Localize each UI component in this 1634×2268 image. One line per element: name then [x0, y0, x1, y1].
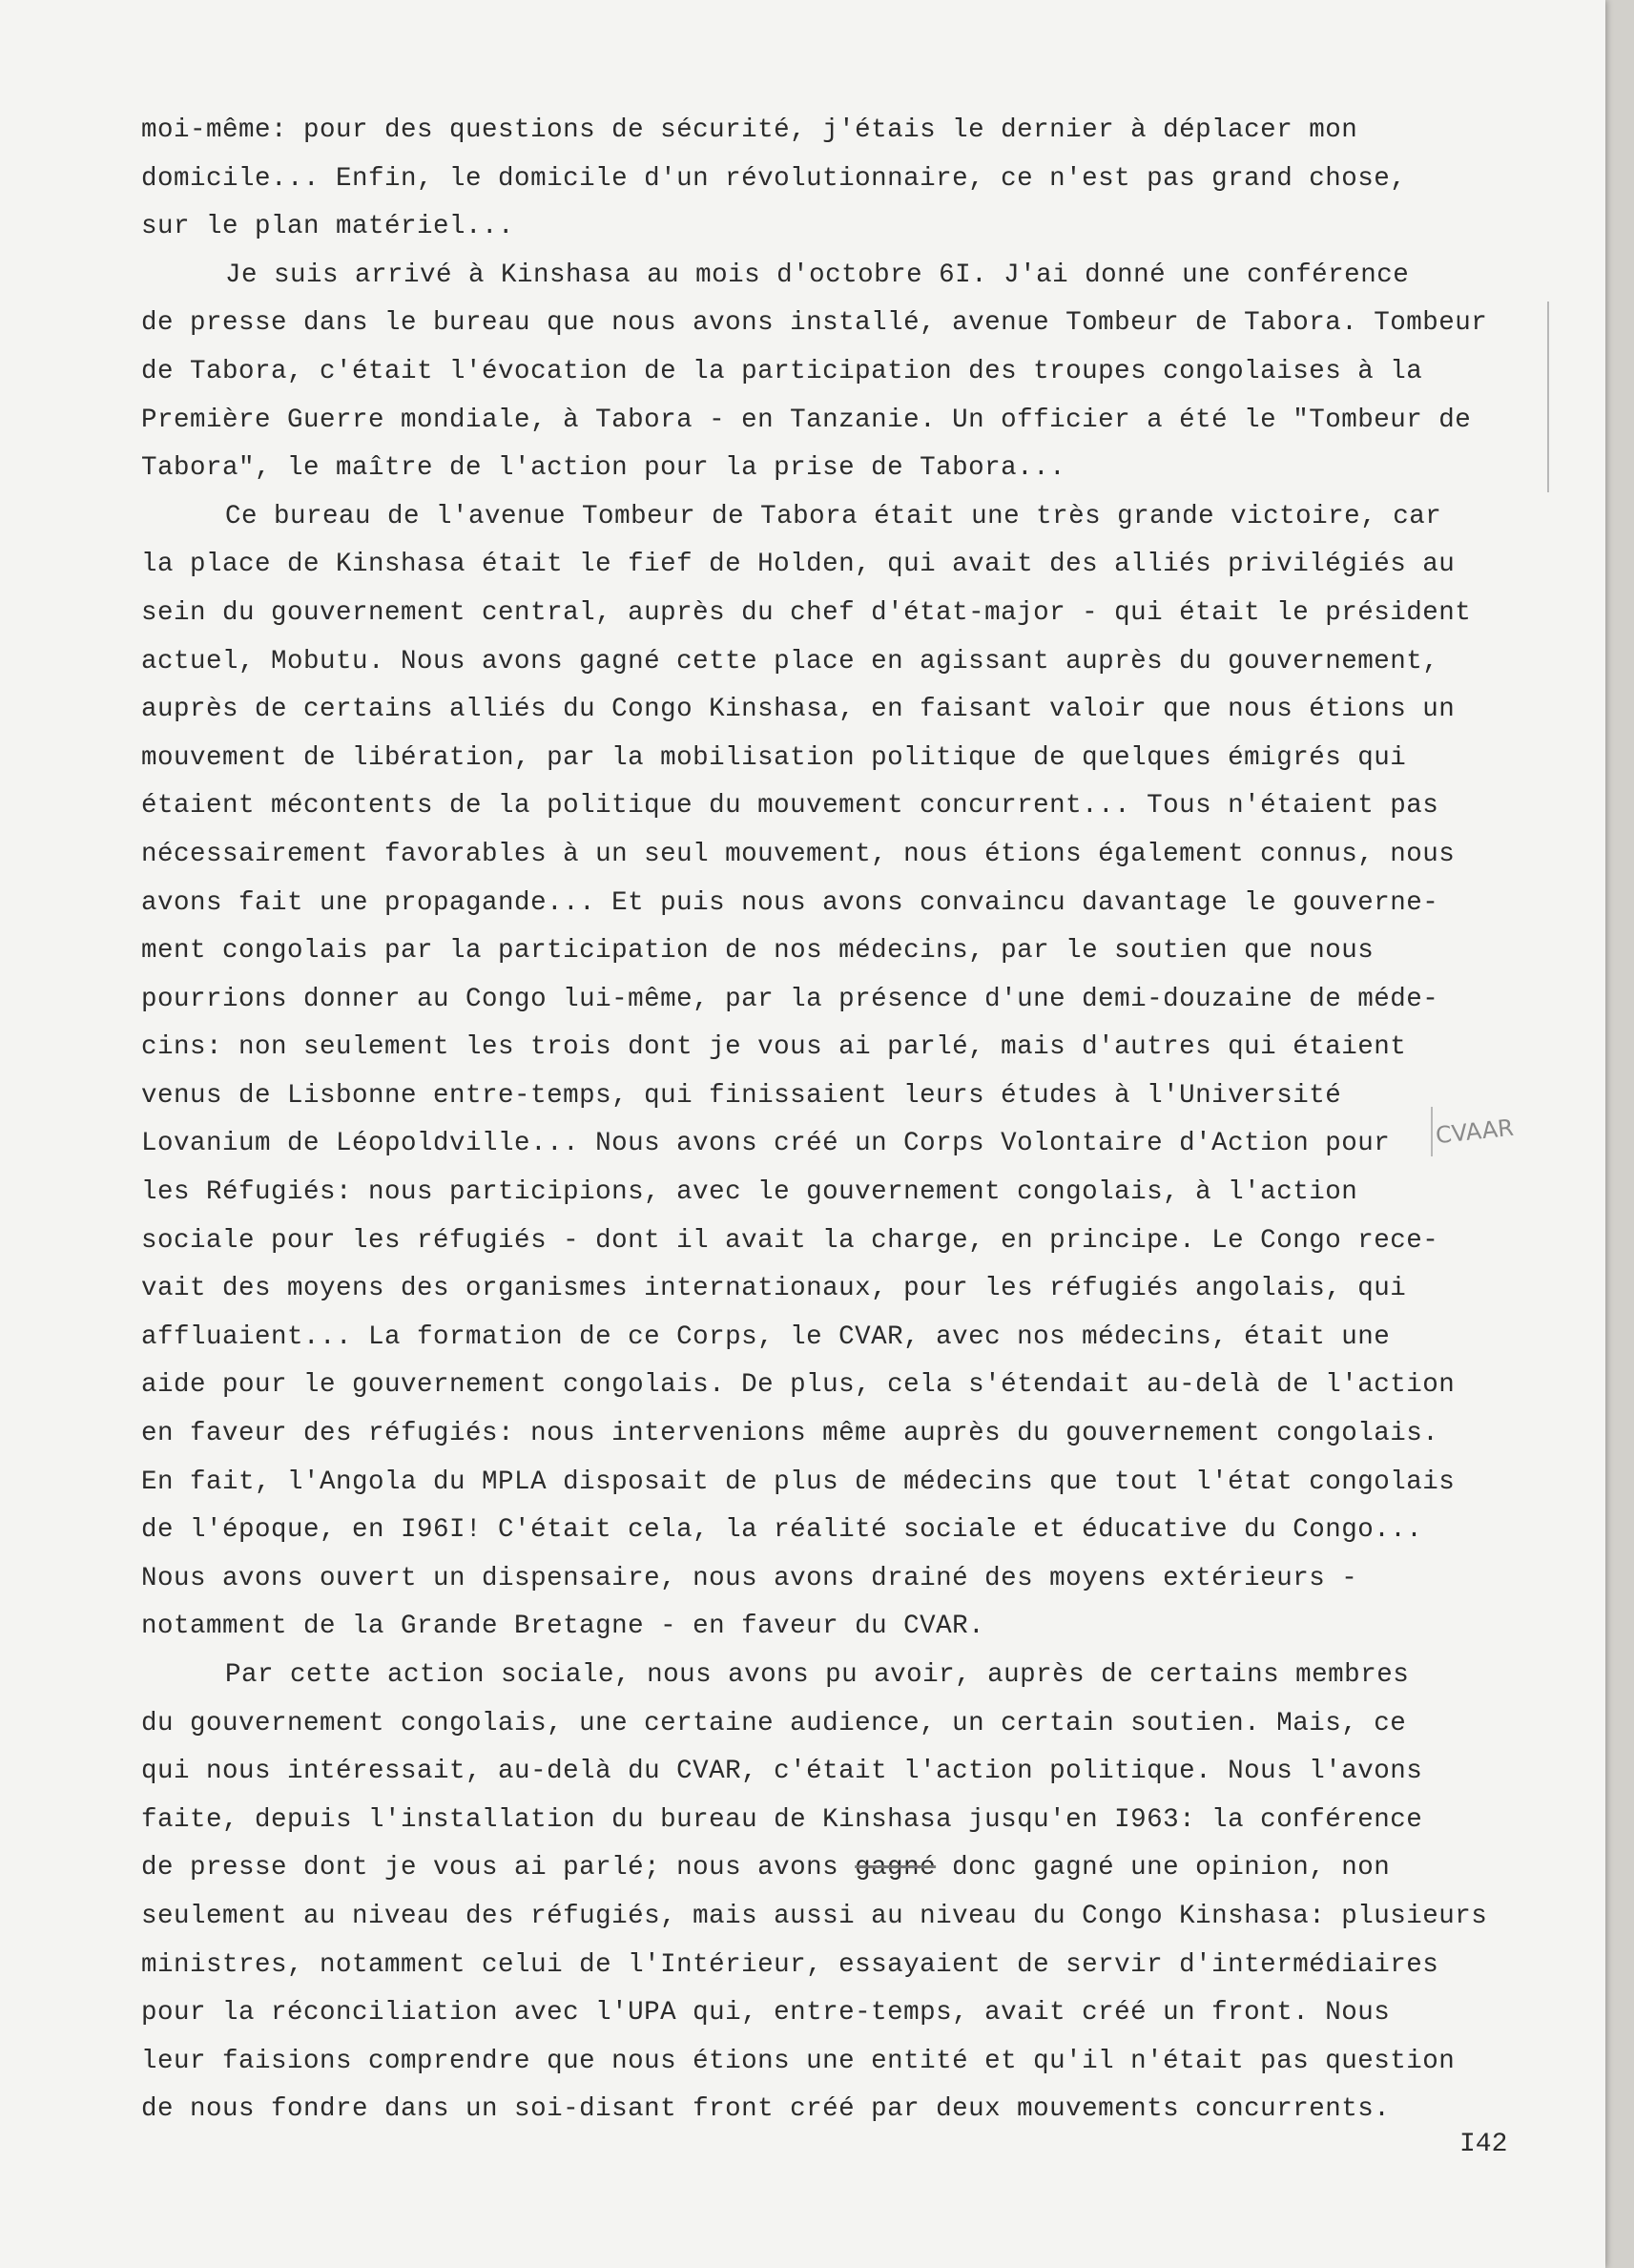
- text-line: du gouvernement congolais, une certaine audience, un certain soutien. Mais, ce: [141, 1708, 1407, 1738]
- text-line: seulement au niveau des réfugiés, mais aussi au niveau du Congo Kinshasa: plusieurs: [141, 1901, 1488, 1931]
- text-line: leur faisions comprendre que nous étions une entité et qu'il n'était pas question: [141, 2046, 1456, 2076]
- paragraph-start-line: Par cette action sociale, nous avons pu avoir, auprès de certains membres: [225, 1660, 1410, 1690]
- text-line: de l'époque, en I96I! C'était cela, la réalité sociale et éducative du Congo...: [141, 1515, 1423, 1546]
- text-line: domicile... Enfin, le domicile d'un révolutionnaire, ce n'est pas grand chose,: [141, 163, 1407, 194]
- handwritten-margin-note: CVAAR: [1434, 1113, 1516, 1150]
- text-line: qui nous intéressait, au-delà du CVAR, c'était l'action politique. Nous l'avons: [141, 1757, 1423, 1787]
- text-line: Tabora", le maître de l'action pour la prise de Tabora...: [141, 453, 1066, 484]
- text-line: moi-même: pour des questions de sécurité, j'étais le dernier à déplacer mon: [141, 115, 1358, 145]
- page-number: I42: [1459, 2130, 1508, 2159]
- text-line: venus de Lisbonne entre-temps, qui finissaient leurs études à l'Université: [141, 1080, 1342, 1111]
- text-line-with-strikethrough: [141, 1844, 1534, 1893]
- text-line: faite, depuis l'installation du bureau de Kinshasa jusqu'en I963: la conférence: [141, 1804, 1423, 1835]
- text-line: affluaient... La formation de ce Corps, le CVAR, avec nos médecins, était une: [141, 1321, 1391, 1352]
- text-line: mouvement de libération, par la mobilisation politique de quelques émigrés qui: [141, 742, 1407, 773]
- text-line: cins: non seulement les trois dont je vous ai parlé, mais d'autres qui étaient: [141, 1032, 1407, 1063]
- margin-pencil-bracket: [1431, 1107, 1433, 1156]
- text-line: pour la réconciliation avec l'UPA qui, entre-temps, avait créé un front. Nous: [141, 1998, 1391, 2029]
- text-line: de presse dans le bureau que nous avons installé, avenue Tombeur de Tabora. Tombeur: [141, 308, 1488, 339]
- struck-out-word: gagné: [855, 1853, 937, 1883]
- text-line: sociale pour les réfugiés - dont il avait la charge, en principe. Le Congo rece-: [141, 1225, 1439, 1256]
- text-line: Lovanium de Léopoldville... Nous avons créé un Corps Volontaire d'Action pour: [141, 1129, 1391, 1159]
- text-line: avons fait une propagande... Et puis nous avons convaincu davantage le gouverne-: [141, 887, 1439, 918]
- text-line: ment congolais par la participation de nos médecins, par le soutien que nous: [141, 936, 1375, 967]
- text-line: Nous avons ouvert un dispensaire, nous avons drainé des moyens extérieurs -: [141, 1563, 1358, 1593]
- text-line: ministres, notamment celui de l'Intérieur, essayaient de servir d'intermédiaires: [141, 1949, 1439, 1980]
- text-line: sur le plan matériel...: [141, 212, 515, 242]
- text-line: pourrions donner au Congo lui-même, par la présence d'une demi-douzaine de méde-: [141, 984, 1439, 1014]
- text-line: de Tabora, c'était l'évocation de la participation des troupes congolaises à la: [141, 356, 1423, 386]
- text-segment: de presse dont je vous ai parlé; nous avons: [141, 1853, 856, 1883]
- text-line: sein du gouvernement central, auprès du chef d'état-major - qui était le président: [141, 597, 1472, 628]
- text-line: de nous fondre dans un soi-disant front créé par deux mouvements concurrents.: [141, 2094, 1391, 2125]
- text-line: Première Guerre mondiale, à Tabora - en Tanzanie. Un officier a été le "Tombeur de: [141, 405, 1472, 435]
- text-line: la place de Kinshasa était le fief de Holden, qui avait des alliés privilégiés au: [141, 550, 1456, 580]
- text-line: auprès de certains alliés du Congo Kinshasa, en faisant valoir que nous étions un: [141, 695, 1456, 725]
- text-line: vait des moyens des organismes internationaux, pour les réfugiés angolais, qui: [141, 1274, 1407, 1304]
- text-line: les Réfugiés: nous participions, avec le gouvernement congolais, à l'action: [141, 1177, 1358, 1208]
- text-segment: donc gagné une opinion, non: [936, 1853, 1391, 1883]
- margin-pencil-line: [1547, 302, 1549, 492]
- paragraph-start-line: Ce bureau de l'avenue Tombeur de Tabora était une très grande victoire, car: [225, 501, 1442, 531]
- text-line: notamment de la Grande Bretagne - en faveur du CVAR.: [141, 1612, 985, 1642]
- typed-text-body: [141, 107, 1534, 2134]
- text-line: nécessairement favorables à un seul mouvement, nous étions également connus, nous: [141, 839, 1456, 869]
- text-line: actuel, Mobutu. Nous avons gagné cette place en agissant auprès du gouvernement,: [141, 646, 1439, 676]
- text-line: en faveur des réfugiés: nous intervenions même auprès du gouvernement congolais.: [141, 1419, 1439, 1449]
- text-line: aide pour le gouvernement congolais. De plus, cela s'étendait au-delà de l'action: [141, 1370, 1456, 1401]
- paragraph-start-line: Je suis arrivé à Kinshasa au mois d'octobre 6I. J'ai donné une conférence: [225, 260, 1410, 290]
- text-line: En fait, l'Angola du MPLA disposait de plus de médecins que tout l'état congolais: [141, 1467, 1456, 1497]
- text-line: étaient mécontents de la politique du mouvement concurrent... Tous n'étaient pas: [141, 791, 1439, 822]
